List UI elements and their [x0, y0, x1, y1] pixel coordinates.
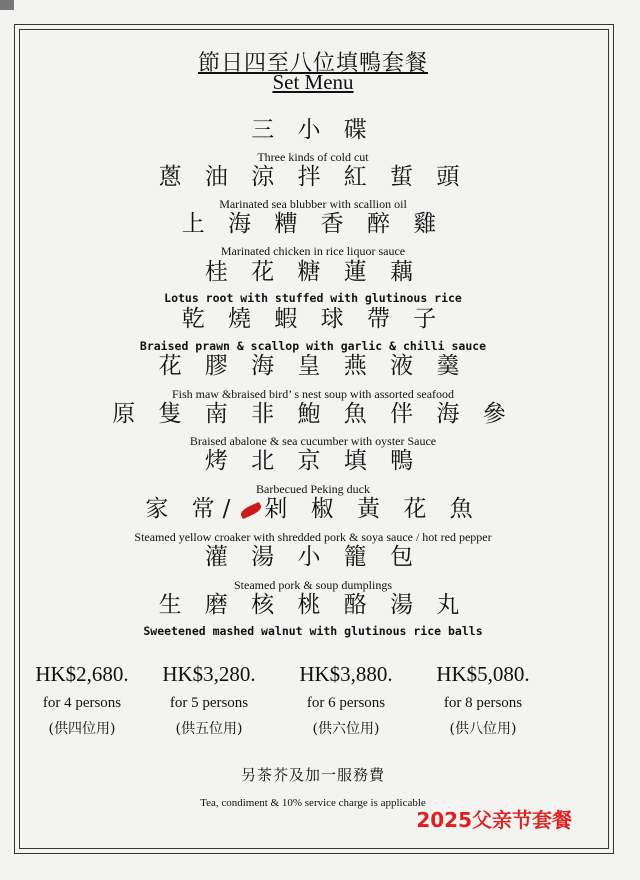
dish-name-zh: 桂 花 糖 蓮 藕 [204, 259, 422, 285]
dish-name-zh: 花 膠 海 皇 燕 液 羹 [158, 353, 468, 379]
dish-name-zh: 上 海 糟 香 醉 雞 [181, 211, 445, 237]
dish-name-en: Steamed pork & soup dumplings [234, 578, 392, 592]
service-charge-zh: 另茶芥及加一服務費 [240, 766, 385, 784]
price-persons-zh: (供四位用) [48, 721, 116, 737]
price-persons: for 6 persons [306, 695, 386, 711]
dish-name-en: Braised prawn & scallop with garlic & chilli sauce [139, 339, 487, 353]
price-amount: HK$2,680. [35, 662, 129, 686]
price-persons-zh: (供八位用) [449, 721, 517, 737]
dish-name-en: Lotus root with stuffed with glutinous rice [164, 291, 462, 305]
dish-name-en: Three kinds of cold cut [257, 150, 369, 164]
chili-pepper-icon [240, 501, 264, 518]
price-amount: HK$5,080. [436, 662, 530, 686]
menu-title-en: Set Menu [272, 70, 354, 94]
dish-name-en: Fish maw &braised bird’ s nest soup with assorted seafood [171, 387, 455, 401]
price-option [12, 662, 152, 738]
dish-name-en: Marinated chicken in rice liquor sauce [220, 244, 406, 258]
dish-name-en: Steamed yellow croaker with shredded pork & soya sauce / hot red pepper [134, 530, 492, 544]
dish-name-zh-part: 剁 椒 黃 花 魚 [264, 496, 481, 522]
watermark-label: 2025父亲节套餐 [416, 808, 572, 832]
price-persons-zh: (供五位用) [175, 721, 243, 737]
dish-name-en: Sweetened mashed walnut with glutinous rice balls [143, 624, 483, 638]
dish-name-zh: 生 磨 核 桃 酪 湯 丸 [158, 592, 468, 618]
service-charge-en: Tea, condiment & 10% service charge is applicable [200, 797, 426, 809]
menu-title-zh: 節日四至八位填鴨套餐 [197, 51, 428, 76]
dish-name-en: Barbecued Peking duck [256, 482, 370, 496]
dish-name-en: Marinated sea blubber with scallion oil [219, 197, 407, 211]
price-option [276, 662, 416, 738]
dish-name-zh: 乾 燒 蝦 球 帶 子 [181, 306, 445, 332]
dish-name-zh: 原 隻 南 非 鮑 魚 伴 海 參 [112, 401, 514, 427]
price-option [139, 662, 279, 738]
dish-name-zh: 三 小 碟 [251, 117, 375, 143]
dish-name-zh: 烤 北 京 填 鴨 [204, 448, 422, 474]
price-persons: for 4 persons [42, 695, 122, 711]
price-persons: for 5 persons [169, 695, 249, 711]
price-amount: HK$3,880. [299, 662, 393, 686]
scan-corner-mark [0, 0, 14, 10]
price-persons: for 8 persons [443, 695, 523, 711]
dish-name-zh-part: 家 常/ [145, 496, 239, 522]
price-option [413, 662, 553, 738]
dish-name-zh [19, 495, 607, 523]
dish-name-en: Braised abalone & sea cucumber with oyster Sauce [189, 434, 437, 448]
dish-name-zh: 蔥 油 涼 拌 紅 蜇 頭 [158, 164, 468, 190]
price-amount: HK$3,280. [162, 662, 256, 686]
price-persons-zh: (供六位用) [312, 721, 380, 737]
dish-name-zh: 灌 湯 小 籠 包 [204, 544, 422, 570]
